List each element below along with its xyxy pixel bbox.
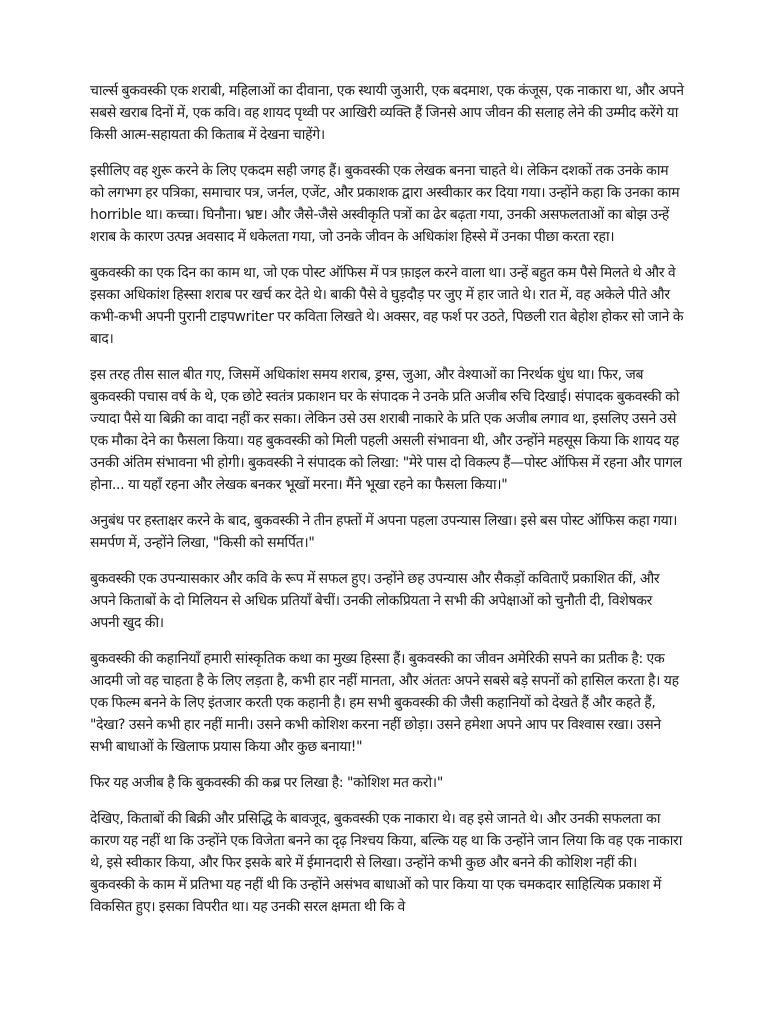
paragraph-5: अनुबंध पर हस्ताक्षर करने के बाद, बुकवस्की ने तीन हफ्तों में अपना पहला उपन्यास लिखा। इसे बस पोस्ट ऑफिस कहा गया। समर्पण में, उन्होंने लिखा, "किसी को समर्पित।" <box>90 513 678 551</box>
paragraph-8: फिर यह अजीब है कि बुकवस्की की कब्र पर लिखा है: "कोशिश मत करो।" <box>90 775 443 791</box>
paragraph-7: बुकवस्की की कहानियाँ हमारी सांस्कृतिक कथा का मुख्य हिस्सा हैं। बुकवस्की का जीवन अमेरिकी सपने का प्रतीक है: एक आदमी जो वह चाहता है के लिए लड़ता है, कभी हार नहीं मानता, और अंततः अपने सबसे बड़े सपनों को हासिल करता है। यह एक फिल्म बनने के लिए इंतजार करती एक कहानी है। हम सभी बुकवस्की की जैसी कहानियों को देखते हैं और कहते हैं, "देखा? उसने कभी हार नहीं मानी। उसने कभी कोशिश करना नहीं छोड़ा। उसने हमेशा अपने आप पर विश्वास रखा। उसने सभी बाधाओं के खिलाफ प्रयास किया और कुछ बनाया!" <box>90 651 679 755</box>
paragraph-3: बुकवस्की का एक दिन का काम था, जो एक पोस्ट ऑफिस में पत्र फ़ाइल करने वाला था। उन्हें बहुत कम पैसे मिलते थे और वे इसका अधिकांश हिस्सा शराब पर खर्च कर देते थे। बाकी पैसे वे घुड़दौड़ पर जुए में हार जाते थे। रात में, वह अकेले पीते और कभी-कभी अपनी पुरानी टाइपwriter पर कविता लिखते थे। अक्सर, वह फर्श पर उठते, पिछली रात बेहोश होकर सो जाने के बाद। <box>90 265 684 347</box>
paragraph-2: इसीलिए वह शुरू करने के लिए एकदम सही जगह हैं। बुकवस्की एक लेखक बनना चाहते थे। लेकिन दशकों तक उनके काम को लगभग हर पत्रिका, समाचार पत्र, जर्नल, एजेंट, और प्रकाशक द्वारा अस्वीकार कर दिया गया। उन्होंने कहा कि उनका काम horrible था। कच्चा। घिनौना। भ्रष्ट। और जैसे-जैसे अस्वीकृति पत्रों का ढेर बढ़ता गया, उनकी असफलताओं का बोझ उन्हें शराब के कारण उत्पन्न अवसाद में धकेलता गया, जो उनके जीवन के अधिकांश हिस्से में उनका पीछा करता रहा। <box>90 163 680 245</box>
paragraph-9: देखिए, किताबों की बिक्री और प्रसिद्धि के बावजूद, बुकवस्की एक नाकारा थे। वह इसे जानते थे। और उनकी सफलता का कारण यह नहीं था कि उन्होंने एक विजेता बनने का दृढ़ निश्चय किया, बल्कि यह था कि उन्होंने जान लिया कि वह एक नाकारा थे, इसे स्वीकार किया, और फिर इसके बारे में ईमानदारी से लिखा। उन्होंने कभी कुछ और बनने की कोशिश नहीं की। बुकवस्की के काम में प्रतिभा यह नहीं थी कि उन्होंने असंभव बाधाओं को पार किया या एक चमकदार साहित्यिक प्रकाश में विकसित हुए। इसका विपरीत था। यह उनकी सरल क्षमता थी कि वे <box>90 811 683 915</box>
paragraph-4: इस तरह तीस साल बीत गए, जिसमें अधिकांश समय शराब, ड्रग्स, जुआ, और वेश्याओं का निरर्थक धुंध था। फिर, जब बुकवस्की पचास वर्ष के थे, एक छोटे स्वतंत्र प्रकाशन घर के संपादक ने उनके प्रति अजीब रुचि दिखाई। संपादक बुकवस्की को ज्यादा पैसे या बिक्री का वादा नहीं कर सका। लेकिन उसे उस शराबी नाकारे के प्रति एक अजीब लगाव था, इसलिए उसने उसे एक मौका देने का फैसला किया। यह बुकवस्की को मिली पहली असली संभावना थी, और उन्होंने महसूस किया कि शायद यह उनकी अंतिम संभावना भी होगी। बुकवस्की ने संपादक को लिखा: "मेरे पास दो विकल्प हैं—पोस्ट ऑफिस में रहना और पागल होना... या यहाँ रहना और लेखक बनकर भूखों मरना। मैंने भूखा रहने का फैसला किया।" <box>90 367 682 493</box>
paragraph-6: बुकवस्की एक उपन्यासकार और कवि के रूप में सफल हुए। उन्होंने छह उपन्यास और सैकड़ों कविताएँ प्रकाशित कीं, और अपने किताबों के दो मिलियन से अधिक प्रतियाँ बेचीं। उनकी लोकप्रियता ने सभी की अपेक्षाओं को चुनौती दी, विशेषकर अपनी खुद की। <box>90 571 660 631</box>
paragraph-1: चार्ल्स बुकवस्की एक शराबी, महिलाओं का दीवाना, एक स्थायी जुआरी, एक बदमाश, एक कंजूस, एक नाकारा था, और अपने सबसे खराब दिनों में, एक कवि। वह शायद पृथ्वी पर आखिरी व्यक्ति हैं जिनसे आप जीवन की सलाह लेने की उम्मीद करेंगे या किसी आत्म-सहायता की किताब में देखना चाहेंगे। <box>90 83 684 143</box>
